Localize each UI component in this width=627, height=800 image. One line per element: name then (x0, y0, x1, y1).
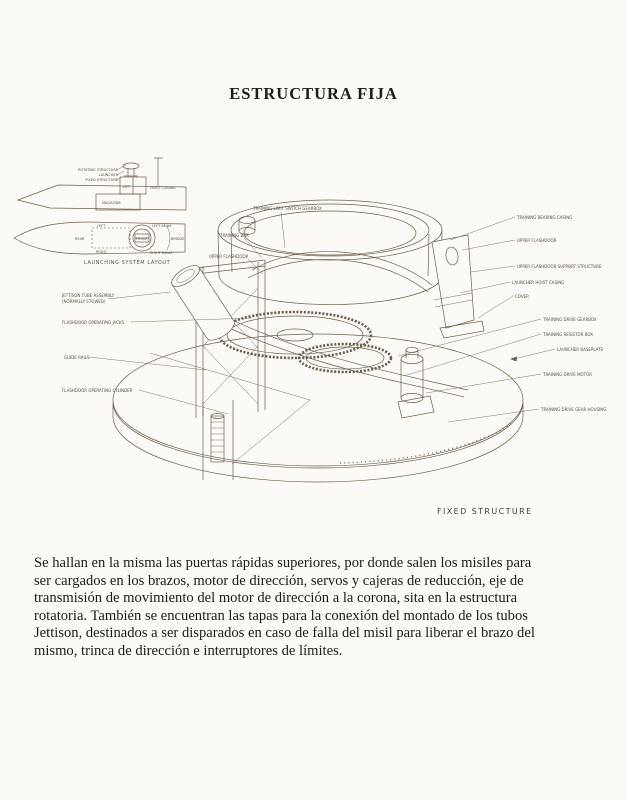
training-limit-switch-gearbox-shape (239, 217, 255, 235)
top-view-label-right-beam: RIGHT BEAM (150, 251, 173, 255)
label-flashdoor-operating-cylinder: FLASHDOOR OPERATING CYLINDER (62, 388, 133, 393)
ship-top-view-inset (14, 222, 185, 266)
body-paragraph (34, 555, 609, 660)
paragraph-line: ser cargados en los brazos, motor de dirección, servos y cajeras de reducción, eje de (34, 572, 524, 589)
top-view-caption: LAUNCHING SYSTEM LAYOUT (84, 260, 171, 266)
leader-lines (89, 212, 555, 422)
paragraph-line: Se hallan en la misma las puertas rápidas superiores, por donde salen los misiles para (34, 555, 532, 571)
fixed-structure-drawing (0, 150, 627, 535)
flashdoor-operating-cylinder-shape (203, 400, 233, 480)
side-view-label-lift: LIFT (123, 185, 131, 189)
label-launcher-baseplate: LAUNCHER BASEPLATE (557, 347, 604, 352)
label-upper-flashdoor-right: UPPER FLASHDOOR (517, 238, 557, 243)
top-view-label-rear: REAR (75, 237, 85, 241)
side-view-label-fixed-structure: FIXED STRUCTURE (85, 178, 118, 182)
jettison-tube-shape (168, 261, 237, 344)
paragraph-line: Jettison, destinados a ser disparados en caso de falla del misil para liberar el brazo del (34, 625, 535, 641)
top-view-label-left: LEFT (97, 224, 106, 228)
label-launcher-hoist-casing: LAUNCHER HOIST CASING (512, 280, 565, 285)
side-view-label-rotating-structure: ROTATING STRUCTURE (78, 168, 118, 172)
label-training-drive-gear-housing: TRAINING DRIVE GEAR HOUSING (541, 407, 607, 412)
paragraph-line: rotatoria. También se encuentran las tapas para la conexión del montado de los tubos (34, 607, 528, 624)
label-training-drive-gearbox: TRAINING DRIVE GEARBOX (543, 317, 597, 322)
top-view-label-bridge: BRIDGE (171, 237, 185, 241)
technical-diagram (0, 150, 627, 535)
top-view-label-left-beam: LEFT BEAM (152, 224, 172, 228)
training-bearing-casing-shape (218, 200, 442, 305)
baseplate-arrowhead (510, 357, 517, 362)
top-view-label-front: FRONT (136, 237, 148, 241)
label-training-bearing-casing: TRAINING BEARING CASING (517, 215, 573, 220)
paragraph-line: transmisión de movimiento del motor de dirección a la corona, sita en la estructura (34, 590, 518, 606)
page-title: ESTRUCTURA FIJA (229, 84, 398, 103)
label-training-box: TRAINING BOX (220, 233, 249, 238)
label-guide-rails: GUIDE RAILS (64, 355, 90, 360)
label-upper-flashdoor-support-structure: UPPER FLASHDOOR SUPPORT STRUCTURE (517, 264, 602, 269)
label-upper-flashdoor-left: UPPER FLASHDOOR (209, 254, 249, 259)
label-cover: COVER (515, 294, 529, 299)
flashdoor-support-structure-shape (432, 235, 484, 338)
label-training-limit-switch-gearbox: TRAINING LIMIT SWITCH GEARBOX (253, 206, 322, 211)
top-view-label-right: RIGHT (96, 250, 107, 254)
training-gear-shape (219, 312, 391, 372)
label-jettison-tube-assembly-line2: (NORMALLY STOWED) (62, 299, 106, 304)
side-view-label-magazine: MAGAZINE (102, 201, 121, 205)
side-view-label-launcher: LAUNCHER (98, 173, 118, 177)
label-jettison-tube-assembly-line1: JETTISON TUBE ASSEMBLY (62, 293, 115, 298)
diagram-caption: FIXED STRUCTURE (437, 507, 533, 516)
label-training-resistor-box: TRAINING RESISTOR BOX (543, 332, 594, 337)
paragraph-line: mismo, trinca de dirección e interruptores de límites. (34, 642, 343, 659)
side-view-label-hoist-casing: HOIST CASING (150, 186, 176, 190)
label-flashdoor-operating-jacks: FLASHDOOR OPERATING JACKS (62, 320, 125, 325)
ship-side-view-inset (18, 158, 186, 210)
label-training-drive-motor: TRAINING DRIVE MOTOR (543, 372, 593, 377)
